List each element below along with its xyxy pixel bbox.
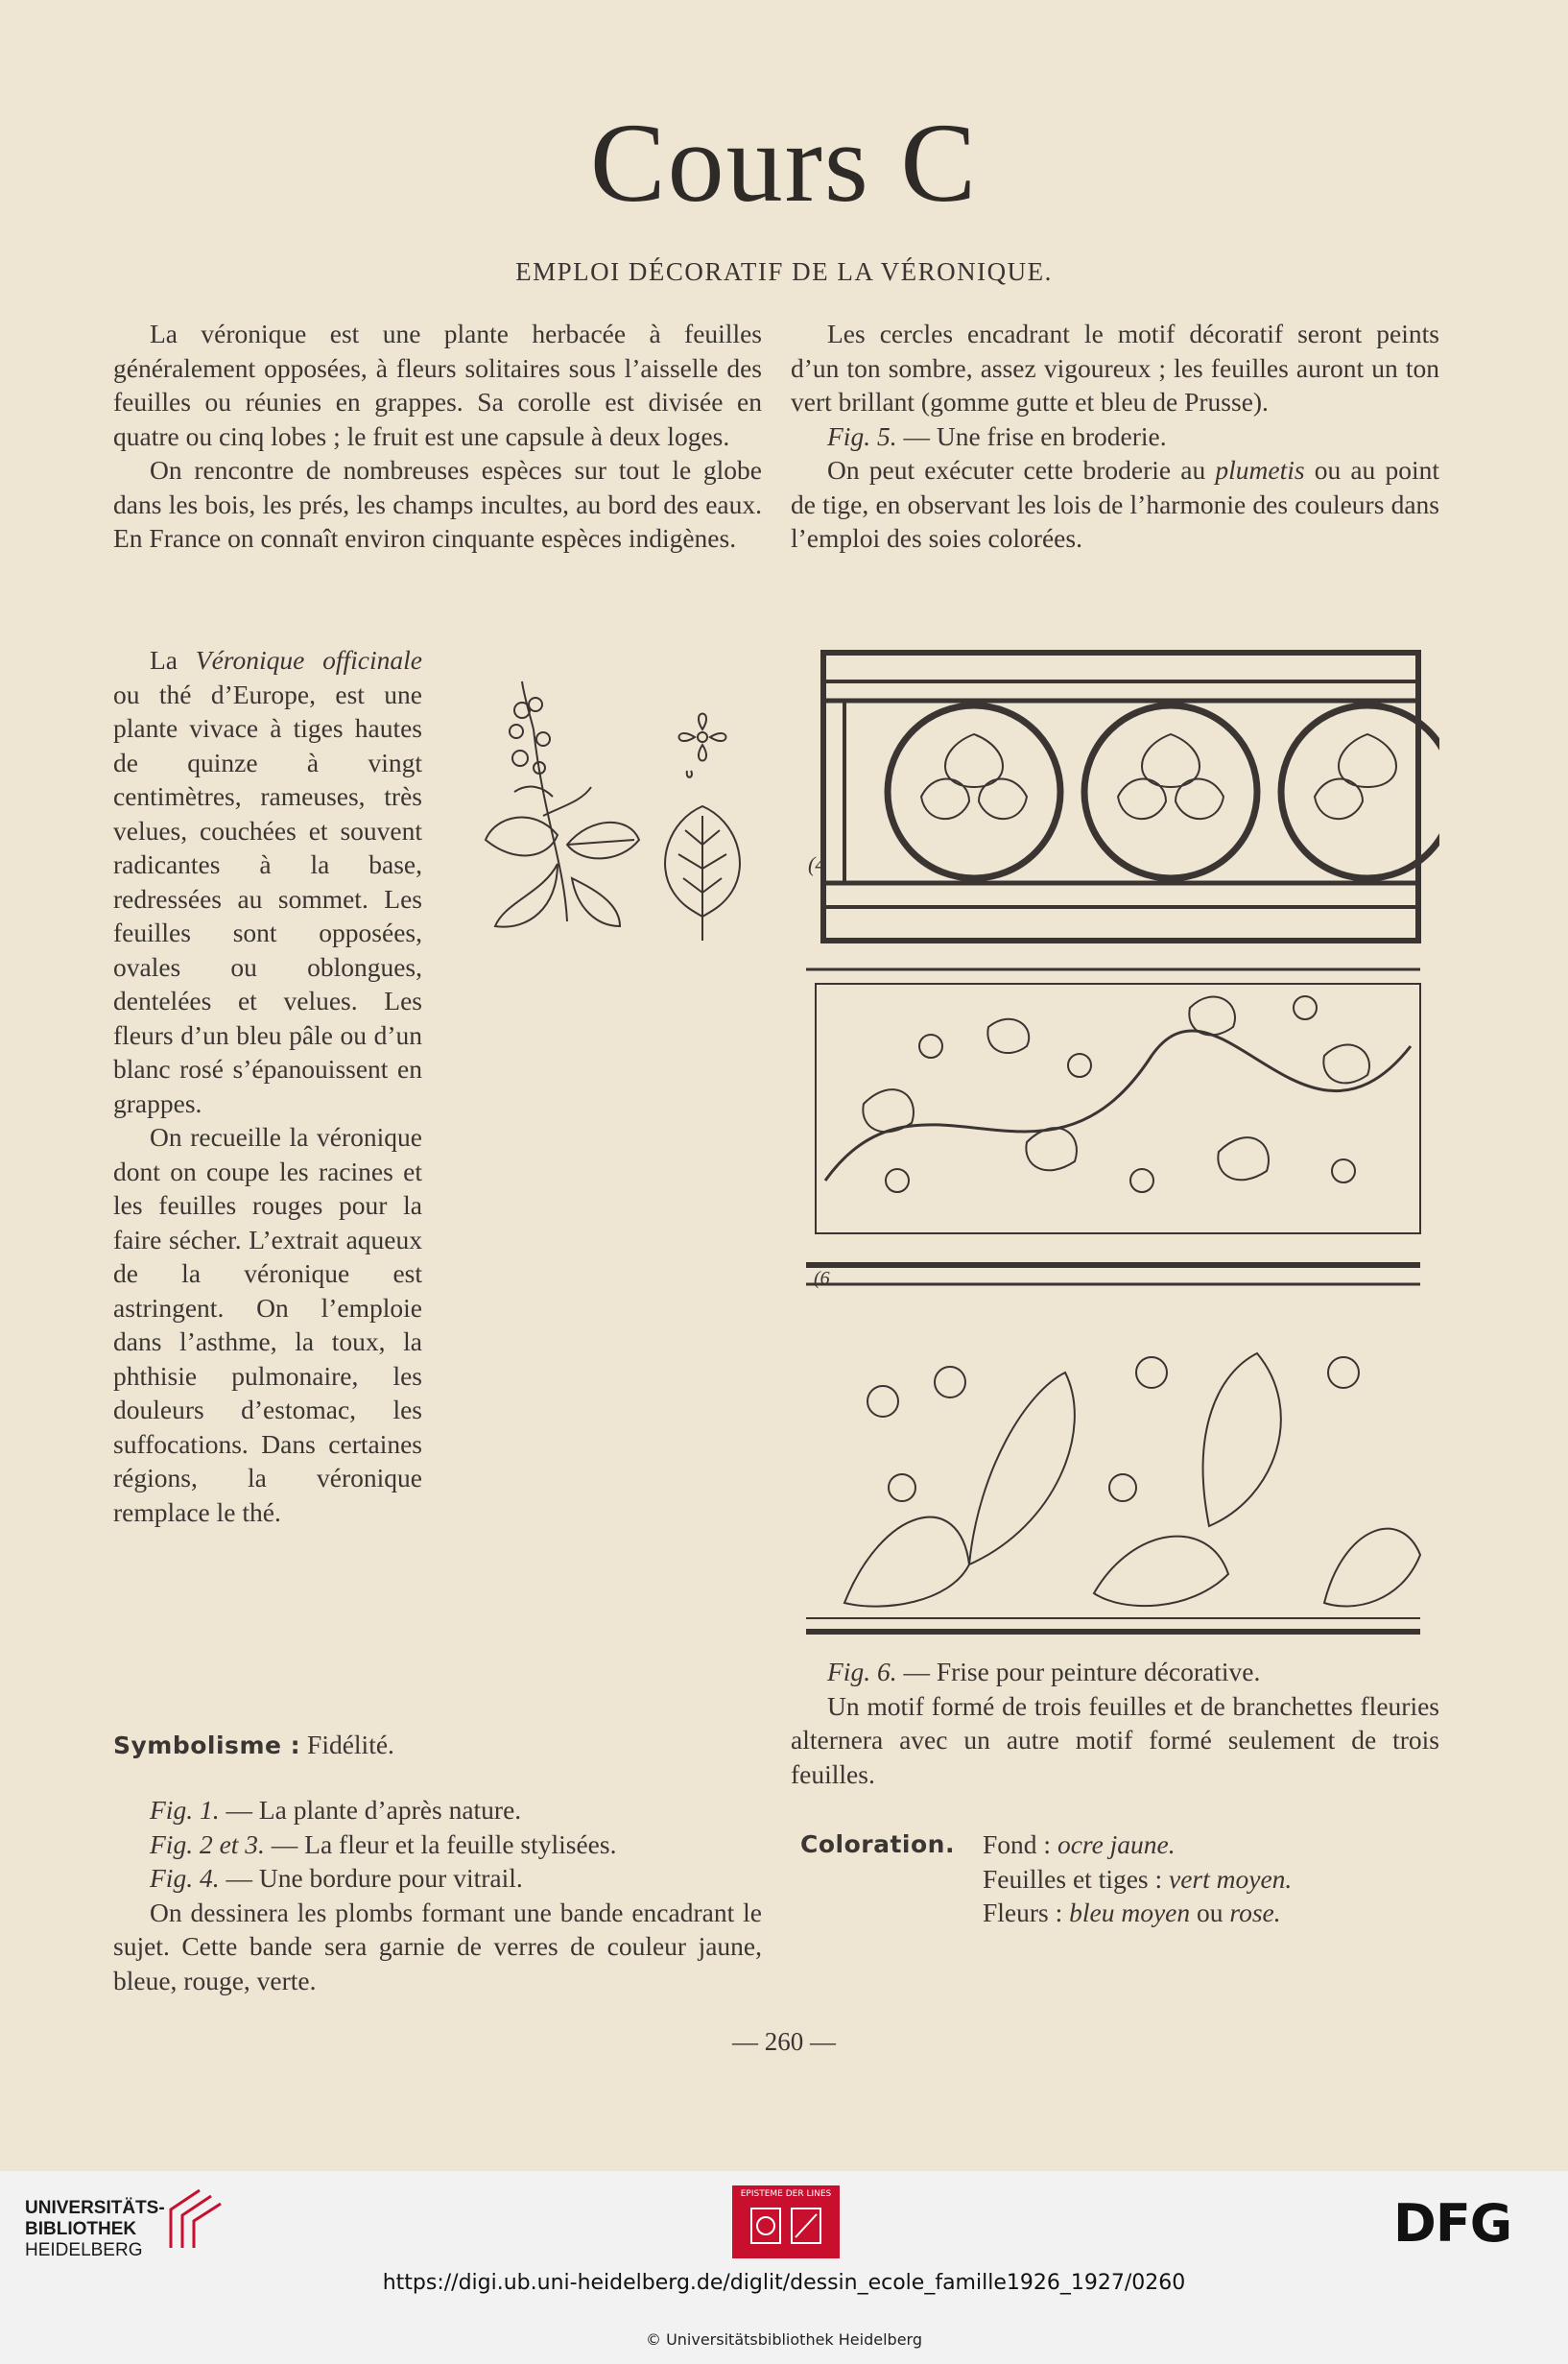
figure-caption xyxy=(791,419,1439,454)
coloration-row xyxy=(800,1827,1453,1862)
caption-text: — La plante d’après nature. xyxy=(219,1795,522,1825)
figure-caption xyxy=(113,1793,762,1827)
text-run: La xyxy=(150,645,196,675)
embroidery-frieze xyxy=(806,969,1420,1233)
coloration-value: vert moyen. xyxy=(1169,1863,1293,1894)
episteme-figures-icon xyxy=(732,2199,840,2253)
coloration-connector: ou xyxy=(1190,1898,1230,1927)
figure-caption xyxy=(113,1827,762,1862)
narrow-column xyxy=(113,643,422,1529)
figure-ref: Fig. 2 et 3. xyxy=(150,1828,265,1859)
description-paragraph xyxy=(113,643,422,1120)
symbolisme-label: Symbolisme : xyxy=(113,1731,301,1759)
figure-ref: Fig. 6. xyxy=(827,1657,897,1686)
coloration-key: Fleurs : xyxy=(983,1898,1070,1927)
text-run: ou au point de tige, en observant les lois de l’harmonie des couleurs dans l’emploi des soies colorées. xyxy=(791,455,1439,553)
stained-glass-border xyxy=(823,653,1439,941)
coloration-label: Coloration. xyxy=(800,1830,955,1858)
figure-number: (6 xyxy=(814,1268,830,1289)
library-emblem-icon xyxy=(161,2181,223,2257)
text-run: ou thé d’Europe, est une plante vivace à tiges hautes de quinze à vingt centimètres, rameuses, très velues, couchées et souvent radicantes à la base, redressées au sommet. Les feuilles sont opposées, ovales ou oblongues, dentelées et velues. Les fleurs d’un bleu pâle ou d’un blanc rosé s’épanouissent en grappes. xyxy=(113,679,422,1118)
library-name-line: HEIDELBERG xyxy=(25,2240,143,2260)
page-title: Cours C xyxy=(589,100,979,226)
coloration-row xyxy=(800,1896,1453,1930)
figure-number: (4 xyxy=(808,852,826,876)
source-url-link[interactable]: https://digi.ub.uni-heidelberg.de/diglit/dessin_ecole_famille1926_1927/0260 xyxy=(382,2271,1186,2295)
section-subtitle: EMPLOI DÉCORATIF DE LA VÉRONIQUE. xyxy=(515,257,1053,286)
figure-ref: Fig. 5. xyxy=(827,420,897,451)
symbolisme-value: Fidélité. xyxy=(307,1730,394,1759)
painted-frieze xyxy=(806,1265,1420,1632)
caption-text: — Une frise en broderie. xyxy=(896,420,1167,451)
coloration-value: bleu moyen xyxy=(1069,1898,1191,1927)
figure-caption xyxy=(791,1655,1439,1689)
frieze-figures-illustration xyxy=(806,643,1439,1641)
coloration-row xyxy=(800,1862,1453,1897)
coloration-value: rose. xyxy=(1229,1898,1281,1927)
coloration-entry xyxy=(983,1827,1176,1862)
episteme-logo[interactable] xyxy=(732,2185,840,2258)
coloration-value: ocre jaune. xyxy=(1057,1829,1176,1859)
circles-paragraph: Les cercles encadrant le motif décoratif seront peints d’un ton sombre, assez vigoureux ; les feuilles auront un ton vert brillant (gomme gutte et bleu de Prusse). xyxy=(791,319,1439,417)
vitrail-paragraph: On dessinera les plombs formant une bande encadrant le sujet. Cette bande sera garnie de verres de couleur jaune, bleue, rouge, verte. xyxy=(113,1897,762,1995)
library-name-line: BIBLIOTHEK xyxy=(25,2219,137,2239)
left-figure-captions xyxy=(113,1793,762,1997)
figure-ref: Fig. 4. xyxy=(150,1863,220,1893)
symbolisme-line xyxy=(113,1728,762,1763)
library-name-line: UNIVERSITÄTS- xyxy=(25,2198,165,2218)
figure-ref: Fig. 1. xyxy=(150,1795,220,1825)
intro-paragraph: La véronique est une plante herbacée à feuilles généralement opposées, à fleurs solitaires sous l’aisselle des feuilles ou réunies en grappes. Sa corolle est divisée en quatre ou cinq lobes ; le fruit est une capsule à deux loges. xyxy=(113,319,762,451)
coloration-key: Feuilles et tiges : xyxy=(983,1863,1170,1894)
motif-paragraph: Un motif formé de trois feuilles et de branchettes fleuries alternera avec un autre motif formé seulement de trois feuilles. xyxy=(791,1690,1439,1789)
caption-text: — Frise pour peinture décorative. xyxy=(896,1657,1261,1686)
caption-text: — La fleur et la feuille stylisées. xyxy=(264,1828,617,1859)
plant-sketch xyxy=(486,681,639,927)
coloration-key: Fond : xyxy=(983,1829,1057,1859)
dfg-logo[interactable]: DFG xyxy=(1393,2193,1512,2254)
page-number: — 260 — xyxy=(732,2027,836,2056)
stylized-flower xyxy=(679,714,726,777)
text-run: On peut exécuter cette broderie au xyxy=(827,455,1216,485)
stylized-leaf xyxy=(665,806,740,941)
usage-paragraph: On recueille la véronique dont on coupe les racines et les feuilles rouges pour la faire sécher. L’extrait aqueux de la véronique est astringent. On l’emploie dans l’asthme, la toux, la phthisie pulmonaire, les douleurs d’estomac, les suffocations. Dans certaines régions, la véronique remplace le thé. xyxy=(113,1122,422,1527)
italic-term: Véronique officinale xyxy=(195,645,422,675)
left-intro xyxy=(113,317,762,556)
figure-caption xyxy=(113,1861,762,1896)
broderie-paragraph xyxy=(791,453,1439,556)
copyright-notice: © Universitätsbibliothek Heidelberg xyxy=(645,2330,922,2349)
coloration-block xyxy=(800,1827,1453,1930)
episteme-logo-text: EPISTEME DER LINES xyxy=(740,2189,832,2199)
right-lower xyxy=(791,1655,1439,1791)
right-intro xyxy=(791,317,1439,556)
plant-figures-illustration xyxy=(476,672,773,960)
caption-text: — Une bordure pour vitrail. xyxy=(219,1863,523,1893)
intro-paragraph: On rencontre de nombreuses espèces sur tout le globe dans les bois, les prés, les champs incultes, au bord des eaux. En France on connaît environ cinquante espèces indigènes. xyxy=(113,455,762,553)
library-logo[interactable] xyxy=(25,2198,165,2261)
italic-term: plumetis xyxy=(1215,455,1305,485)
